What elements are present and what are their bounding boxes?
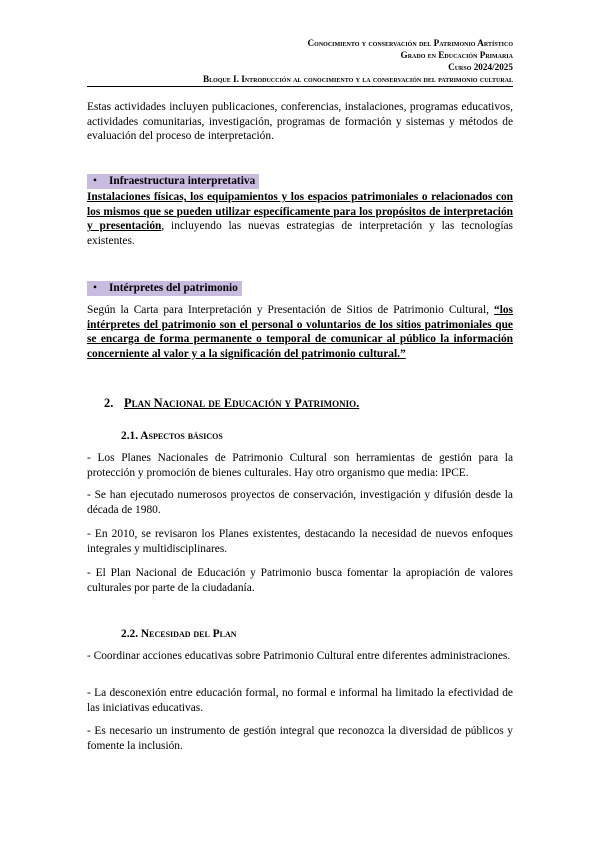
subsection-2-1-item: - En 2010, se revisaron los Planes existentes, destacando la necesidad de nuevos enfoques integrales y multidisciplinares. xyxy=(87,528,513,555)
header-degree: Grado en Educación Primaria xyxy=(400,50,513,60)
subsection-2-1-title: 2.1. Aspectos básicos xyxy=(121,430,223,442)
infrastructure-paragraph xyxy=(87,190,513,248)
header-course: Conocimiento y conservación del Patrimonio Artístico xyxy=(307,38,513,48)
header-block: Bloque I. Introducción al conocimiento y la conservación del patrimonio cultural xyxy=(202,74,513,84)
bullet-icon: • xyxy=(93,175,97,187)
header-year: Curso 2024/2025 xyxy=(448,62,513,72)
infrastructure-definition: Instalaciones físicas, los equipamientos y los espacios patrimoniales o relacionados con los mismos que se pueden utilizar específicamente para los propósitos de interpretación y presentación xyxy=(87,191,513,233)
interpreters-heading xyxy=(87,281,242,296)
subsection-2-1-item: - El Plan Nacional de Educación y Patrimonio busca fomentar la apropiación de valores culturales por parte de la ciudadanía. xyxy=(87,567,513,594)
header-divider xyxy=(87,86,513,87)
infrastructure-heading-label: Infraestructura interpretativa xyxy=(109,175,256,187)
subsection-2-1-item: - Se han ejecutado numerosos proyectos de conservación, investigación y difusión desde la década de 1980. xyxy=(87,489,513,516)
infrastructure-heading xyxy=(87,174,259,189)
section-2-title: Plan Nacional de Educación y Patrimonio. xyxy=(124,396,360,410)
section-2-heading xyxy=(104,396,359,411)
interpreters-quote: “los intérpretes del patrimonio son el personal o voluntarios de los sitios patrimoniales que se encarga de forma permanente o temporal de comunicar al público la información concerniente al valor y a la significación del patrimonio cultural.” xyxy=(87,304,513,360)
interpreters-intro: Según la Carta para Interpretación y Presentación de Sitios de Patrimonio Cultural, xyxy=(87,304,494,316)
interpreters-heading-label: Intérpretes del patrimonio xyxy=(109,282,238,294)
section-2-number: 2. xyxy=(104,396,114,410)
infrastructure-rest: , incluyendo las nuevas estrategias de interpretación y las tecnologías existentes. xyxy=(87,220,513,247)
bullet-icon: • xyxy=(93,282,97,294)
subsection-2-2-item: - Es necesario un instrumento de gestión integral que reconozca la diversidad de públicos y fomente la inclusión. xyxy=(87,725,513,752)
intro-paragraph: Estas actividades incluyen publicaciones, conferencias, instalaciones, programas educativos, actividades comunitarias, investigación, programas de formación y sistemas y métodos de evaluación del proceso de interpretación. xyxy=(87,101,513,143)
subsection-2-1-item: - Los Planes Nacionales de Patrimonio Cultural son herramientas de gestión para la protección y promoción de bienes culturales. Hay otro organismo que media: IPCE. xyxy=(87,452,513,479)
subsection-2-2-item: - La desconexión entre educación formal, no formal e informal ha limitado la efectividad de las iniciativas educativas. xyxy=(87,687,513,714)
subsection-2-2-title: 2.2. Necesidad del Plan xyxy=(121,628,237,640)
interpreters-paragraph xyxy=(87,303,513,361)
subsection-2-2-item: - Coordinar acciones educativas sobre Patrimonio Cultural entre diferentes administraciones. xyxy=(87,650,511,662)
